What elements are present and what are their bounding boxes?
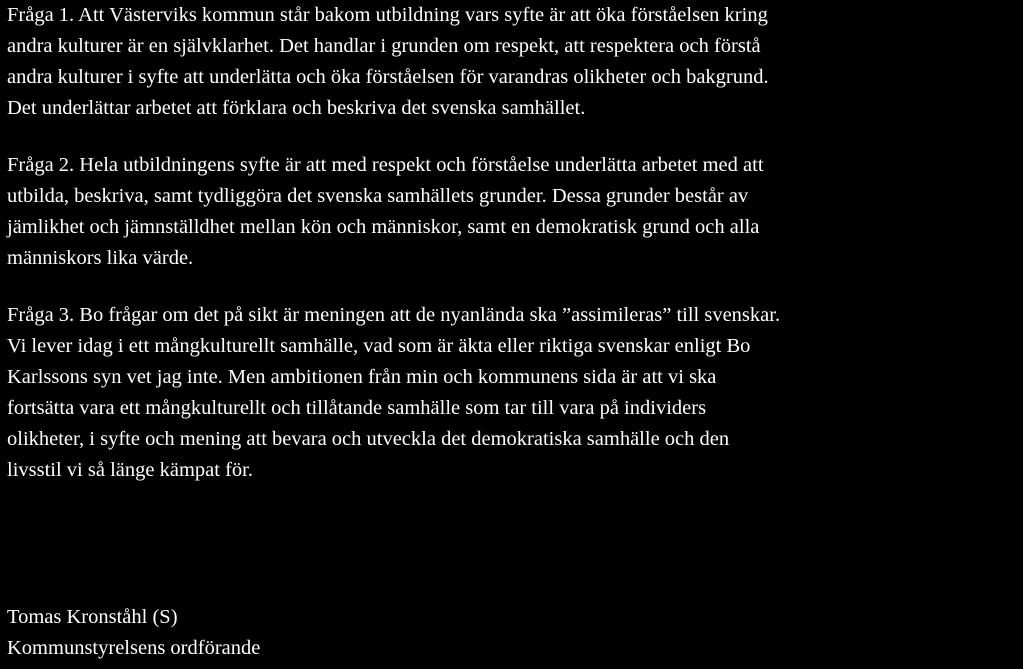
document-body <box>7 0 1019 486</box>
answer-2 <box>7 150 1019 274</box>
answer-1-line: Fråga 1. Att Västerviks kommun står bakom utbildning vars syfte är att öka förståelsen kring <box>7 4 768 26</box>
answer-3 <box>7 300 1019 486</box>
signature-block <box>7 602 607 664</box>
answer-1 <box>7 0 1019 124</box>
answer-1-line: andra kulturer i syfte att underlätta och öka förståelsen för varandras olikheter och bakgrund. <box>7 66 769 88</box>
answer-1-line: Det underlättar arbetet att förklara och beskriva det svenska samhället. <box>7 97 586 119</box>
answer-3-line: Vi lever idag i ett mångkulturellt samhälle, vad som är äkta eller riktiga svenskar enligt Bo <box>7 335 751 357</box>
signature-title: Kommunstyrelsens ordförande <box>7 637 261 659</box>
signature-name: Tomas Kronståhl (S) <box>7 606 178 628</box>
answer-2-line: Fråga 2. Hela utbildningens syfte är att med respekt och förståelse underlätta arbetet med att <box>7 154 764 176</box>
answer-1-line: andra kulturer är en självklarhet. Det handlar i grunden om respekt, att respektera och förstå <box>7 35 761 57</box>
answer-3-line: livsstil vi så länge kämpat för. <box>7 459 253 481</box>
answer-2-line: människors lika värde. <box>7 247 194 269</box>
answer-3-line: Karlssons syn vet jag inte. Men ambitionen från min och kommunens sida är att vi ska <box>7 366 717 388</box>
paragraph-gap <box>7 124 1019 150</box>
answer-3-line: Fråga 3. Bo frågar om det på sikt är meningen att de nyanlända ska ”assimileras” till svenskar. <box>7 304 781 326</box>
answer-3-line: fortsätta vara ett mångkulturellt och tillåtande samhälle som tar till vara på individers <box>7 397 707 419</box>
answer-2-line: utbilda, beskriva, samt tydliggöra det svenska samhällets grunder. Dessa grunder består av <box>7 185 749 207</box>
answer-2-line: jämlikhet och jämnställdhet mellan kön och människor, samt en demokratisk grund och alla <box>7 216 760 238</box>
paragraph-gap <box>7 274 1019 300</box>
answer-3-line: olikheter, i syfte och mening att bevara och utveckla det demokratiska samhälle och den <box>7 428 730 450</box>
